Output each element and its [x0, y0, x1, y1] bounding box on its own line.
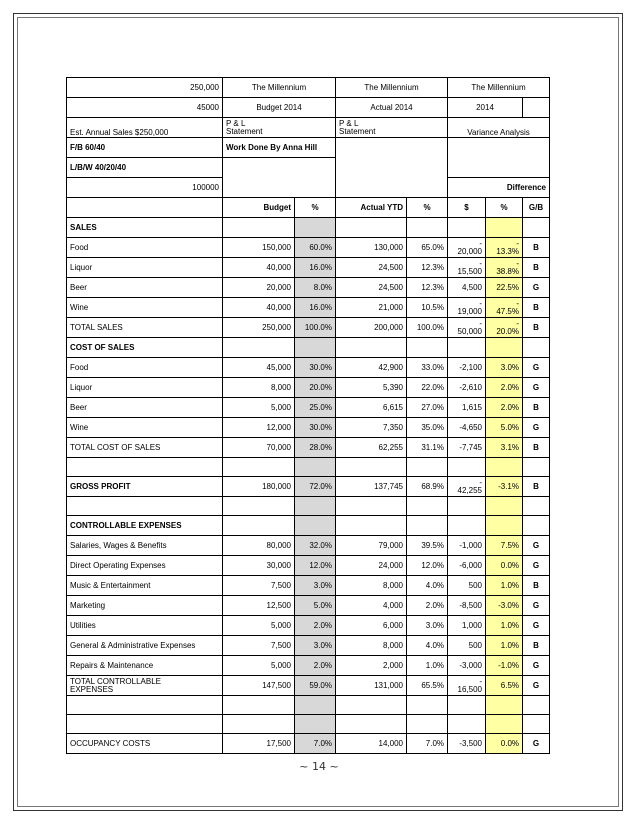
- variance-pct: 3.0%: [486, 358, 523, 378]
- table-row: [67, 318, 550, 338]
- actual-value: 62,255: [336, 438, 407, 458]
- est-annual-sales: Est. Annual Sales $250,000: [67, 118, 223, 138]
- gb-flag: G: [523, 418, 550, 438]
- row-label: Beer: [67, 278, 223, 298]
- budget-value: 12,500: [223, 596, 295, 616]
- variance-pct: 1.0%: [486, 636, 523, 656]
- budget-value: 7,500: [223, 576, 295, 596]
- row-label: Wine: [67, 298, 223, 318]
- actual-pct: 10.5%: [407, 298, 448, 318]
- diff-value: -1,000: [448, 536, 486, 556]
- diff-value: -8,500: [448, 596, 486, 616]
- variance-pct: 0.0%: [486, 734, 523, 754]
- row-label: TOTAL COST OF SALES: [67, 438, 223, 458]
- actual-pct: 2.0%: [407, 596, 448, 616]
- pl-statement-label: P & L Statement: [223, 118, 336, 138]
- header-row-4: [67, 138, 550, 158]
- table-row: [67, 616, 550, 636]
- variance-pct: - 38.8%: [486, 258, 523, 278]
- variance-pct: - 47.5%: [486, 298, 523, 318]
- variance-pct: 7.5%: [486, 536, 523, 556]
- header-cell: The Millennium: [336, 78, 448, 98]
- pl-statement-label: P & L Statement: [336, 118, 448, 138]
- actual-value: 24,000: [336, 556, 407, 576]
- table-row: [67, 477, 550, 497]
- variance-pct: - 13.3%: [486, 238, 523, 258]
- row-label: Marketing: [67, 596, 223, 616]
- section-title: COST OF SALES: [67, 338, 223, 358]
- actual-pct: 35.0%: [407, 418, 448, 438]
- empty-cell: [67, 198, 223, 218]
- budget-value: 7,500: [223, 636, 295, 656]
- section-title: CONTROLLABLE EXPENSES: [67, 516, 223, 536]
- table-row: [67, 258, 550, 278]
- budget-value: 40,000: [223, 258, 295, 278]
- actual-value: 200,000: [336, 318, 407, 338]
- actual-pct: 1.0%: [407, 656, 448, 676]
- gb-flag: G: [523, 378, 550, 398]
- actual-value: 5,390: [336, 378, 407, 398]
- empty-cell: [523, 98, 550, 118]
- actual-value: 6,000: [336, 616, 407, 636]
- table-row: [67, 358, 550, 378]
- section-title: SALES: [67, 218, 223, 238]
- diff-value: -2,610: [448, 378, 486, 398]
- gb-flag: G: [523, 734, 550, 754]
- header-cell: 250,000: [67, 78, 223, 98]
- variance-pct: - 20.0%: [486, 318, 523, 338]
- table-row: [67, 656, 550, 676]
- variance-pct: 2.0%: [486, 398, 523, 418]
- table-row: [67, 536, 550, 556]
- header-cell: The Millennium: [448, 78, 550, 98]
- budget-value: 30,000: [223, 556, 295, 576]
- empty-cell: [336, 138, 448, 198]
- actual-value: 24,500: [336, 258, 407, 278]
- spacer-row: [67, 497, 550, 516]
- col-dollar: $: [448, 198, 486, 218]
- row-label: Direct Operating Expenses: [67, 556, 223, 576]
- budget-value: 250,000: [223, 318, 295, 338]
- actual-value: 24,500: [336, 278, 407, 298]
- budget-value: 5,000: [223, 616, 295, 636]
- row-label: General & Administrative Expenses: [67, 636, 223, 656]
- variance-pct: 22.5%: [486, 278, 523, 298]
- table-row: [67, 596, 550, 616]
- gb-flag: B: [523, 576, 550, 596]
- diff-value: 4,500: [448, 278, 486, 298]
- spacer-row: [67, 715, 550, 734]
- header-row-1: [67, 78, 550, 98]
- actual-pct: 27.0%: [407, 398, 448, 418]
- gb-flag: G: [523, 656, 550, 676]
- variance-pct: 2.0%: [486, 378, 523, 398]
- gb-flag: B: [523, 398, 550, 418]
- diff-value: 1,615: [448, 398, 486, 418]
- actual-pct: 3.0%: [407, 616, 448, 636]
- section-row: [67, 218, 550, 238]
- budget-pct: 16.0%: [295, 258, 336, 278]
- actual-value: 7,350: [336, 418, 407, 438]
- actual-value: 21,000: [336, 298, 407, 318]
- gb-flag: B: [523, 318, 550, 338]
- actual-value: 8,000: [336, 576, 407, 596]
- row-label: GROSS PROFIT: [67, 477, 223, 497]
- actual-pct: 12.0%: [407, 556, 448, 576]
- header-cell: 2014: [448, 98, 523, 118]
- gb-flag: G: [523, 278, 550, 298]
- table-row: [67, 398, 550, 418]
- col-pct: %: [407, 198, 448, 218]
- empty-cell: [448, 138, 550, 178]
- diff-value: 1,000: [448, 616, 486, 636]
- header-cell: 100000: [67, 178, 223, 198]
- row-label: Food: [67, 238, 223, 258]
- table-row: [67, 576, 550, 596]
- diff-value: -7,745: [448, 438, 486, 458]
- table-row: [67, 636, 550, 656]
- table-row: [67, 734, 550, 754]
- table-row: [67, 378, 550, 398]
- budget-pct: 3.0%: [295, 636, 336, 656]
- actual-pct: 4.0%: [407, 636, 448, 656]
- budget-value: 20,000: [223, 278, 295, 298]
- gb-flag: B: [523, 477, 550, 497]
- actual-value: 137,745: [336, 477, 407, 497]
- col-pct: %: [295, 198, 336, 218]
- gb-flag: G: [523, 536, 550, 556]
- actual-pct: 31.1%: [407, 438, 448, 458]
- gb-flag: G: [523, 616, 550, 636]
- budget-pct: 60.0%: [295, 238, 336, 258]
- table-row: [67, 238, 550, 258]
- budget-pct: 2.0%: [295, 616, 336, 636]
- table-row: [67, 438, 550, 458]
- budget-value: 180,000: [223, 477, 295, 497]
- actual-pct: 65.5%: [407, 676, 448, 696]
- budget-value: 40,000: [223, 298, 295, 318]
- pl-statement-table: [66, 77, 550, 754]
- variance-pct: 1.0%: [486, 576, 523, 596]
- row-label: Wine: [67, 418, 223, 438]
- actual-pct: 4.0%: [407, 576, 448, 596]
- gb-flag: B: [523, 636, 550, 656]
- gb-flag: B: [523, 438, 550, 458]
- budget-value: 8,000: [223, 378, 295, 398]
- budget-pct: 25.0%: [295, 398, 336, 418]
- table-row: [67, 418, 550, 438]
- table-row: [67, 298, 550, 318]
- diff-value: - 15,500: [448, 258, 486, 278]
- lbw-ratio: L/B/W 40/20/40: [67, 158, 223, 178]
- budget-pct: 7.0%: [295, 734, 336, 754]
- budget-pct: 3.0%: [295, 576, 336, 596]
- diff-value: - 16,500: [448, 676, 486, 696]
- gb-flag: B: [523, 258, 550, 278]
- actual-pct: 39.5%: [407, 536, 448, 556]
- actual-value: 6,615: [336, 398, 407, 418]
- table-row: [67, 278, 550, 298]
- actual-pct: 100.0%: [407, 318, 448, 338]
- variance-analysis-label: Variance Analysis: [448, 118, 550, 138]
- row-label: TOTAL CONTROLLABLE EXPENSES: [67, 676, 223, 696]
- row-label: TOTAL SALES: [67, 318, 223, 338]
- row-label: OCCUPANCY COSTS: [67, 734, 223, 754]
- actual-value: 14,000: [336, 734, 407, 754]
- actual-value: 42,900: [336, 358, 407, 378]
- actual-value: 79,000: [336, 536, 407, 556]
- diff-value: - 20,000: [448, 238, 486, 258]
- diff-value: -3,000: [448, 656, 486, 676]
- variance-pct: 5.0%: [486, 418, 523, 438]
- section-row: [67, 338, 550, 358]
- header-cell: Budget 2014: [223, 98, 336, 118]
- actual-value: 130,000: [336, 238, 407, 258]
- gb-flag: G: [523, 596, 550, 616]
- actual-pct: 22.0%: [407, 378, 448, 398]
- row-label: Utilities: [67, 616, 223, 636]
- section-row: [67, 516, 550, 536]
- variance-pct: 3.1%: [486, 438, 523, 458]
- diff-value: 500: [448, 636, 486, 656]
- budget-pct: 16.0%: [295, 298, 336, 318]
- row-label: Food: [67, 358, 223, 378]
- row-label: Beer: [67, 398, 223, 418]
- actual-value: 2,000: [336, 656, 407, 676]
- col-actual: Actual YTD: [336, 198, 407, 218]
- budget-pct: 5.0%: [295, 596, 336, 616]
- budget-pct: 59.0%: [295, 676, 336, 696]
- budget-pct: 2.0%: [295, 656, 336, 676]
- budget-pct: 72.0%: [295, 477, 336, 497]
- budget-value: 12,000: [223, 418, 295, 438]
- diff-value: -4,650: [448, 418, 486, 438]
- gb-flag: G: [523, 676, 550, 696]
- budget-pct: 30.0%: [295, 358, 336, 378]
- spacer-row: [67, 458, 550, 477]
- actual-value: 131,000: [336, 676, 407, 696]
- budget-pct: 12.0%: [295, 556, 336, 576]
- diff-value: - 42,255: [448, 477, 486, 497]
- budget-pct: 28.0%: [295, 438, 336, 458]
- row-label: Liquor: [67, 378, 223, 398]
- actual-pct: 33.0%: [407, 358, 448, 378]
- row-label: Music & Entertainment: [67, 576, 223, 596]
- actual-value: 4,000: [336, 596, 407, 616]
- gb-flag: B: [523, 298, 550, 318]
- gb-flag: G: [523, 556, 550, 576]
- col-budget: Budget: [223, 198, 295, 218]
- budget-pct: 8.0%: [295, 278, 336, 298]
- actual-pct: 68.9%: [407, 477, 448, 497]
- diff-value: - 19,000: [448, 298, 486, 318]
- budget-value: 17,500: [223, 734, 295, 754]
- budget-value: 80,000: [223, 536, 295, 556]
- spacer-row: [67, 696, 550, 715]
- diff-value: - 50,000: [448, 318, 486, 338]
- header-cell: The Millennium: [223, 78, 336, 98]
- table-row: [67, 556, 550, 576]
- fb-ratio: F/B 60/40: [67, 138, 223, 158]
- empty-cell: [223, 158, 336, 198]
- budget-pct: 30.0%: [295, 418, 336, 438]
- variance-pct: -3.0%: [486, 596, 523, 616]
- budget-pct: 20.0%: [295, 378, 336, 398]
- header-cell: Actual 2014: [336, 98, 448, 118]
- budget-value: 70,000: [223, 438, 295, 458]
- col-pct: %: [486, 198, 523, 218]
- variance-pct: 0.0%: [486, 556, 523, 576]
- header-row-3: [67, 118, 550, 138]
- budget-pct: 100.0%: [295, 318, 336, 338]
- table-row: [67, 676, 550, 696]
- page-number: ~ 14 ~: [299, 760, 339, 773]
- col-gb: G/B: [523, 198, 550, 218]
- author-credit: Work Done By Anna Hill: [223, 138, 336, 158]
- budget-value: 5,000: [223, 398, 295, 418]
- budget-value: 5,000: [223, 656, 295, 676]
- actual-value: 8,000: [336, 636, 407, 656]
- budget-pct: 32.0%: [295, 536, 336, 556]
- budget-value: 147,500: [223, 676, 295, 696]
- gb-flag: G: [523, 358, 550, 378]
- column-header-row: [67, 198, 550, 218]
- budget-value: 150,000: [223, 238, 295, 258]
- actual-pct: 12.3%: [407, 278, 448, 298]
- variance-pct: -1.0%: [486, 656, 523, 676]
- diff-value: -6,000: [448, 556, 486, 576]
- difference-label: Difference: [448, 178, 550, 198]
- budget-value: 45,000: [223, 358, 295, 378]
- gb-flag: B: [523, 238, 550, 258]
- diff-value: 500: [448, 576, 486, 596]
- diff-value: -2,100: [448, 358, 486, 378]
- variance-pct: -3.1%: [486, 477, 523, 497]
- header-cell: 45000: [67, 98, 223, 118]
- actual-pct: 12.3%: [407, 258, 448, 278]
- actual-pct: 65.0%: [407, 238, 448, 258]
- variance-pct: 6.5%: [486, 676, 523, 696]
- diff-value: -3,500: [448, 734, 486, 754]
- actual-pct: 7.0%: [407, 734, 448, 754]
- row-label: Repairs & Maintenance: [67, 656, 223, 676]
- row-label: Liquor: [67, 258, 223, 278]
- row-label: Salaries, Wages & Benefits: [67, 536, 223, 556]
- variance-pct: 1.0%: [486, 616, 523, 636]
- header-row-2: [67, 98, 550, 118]
